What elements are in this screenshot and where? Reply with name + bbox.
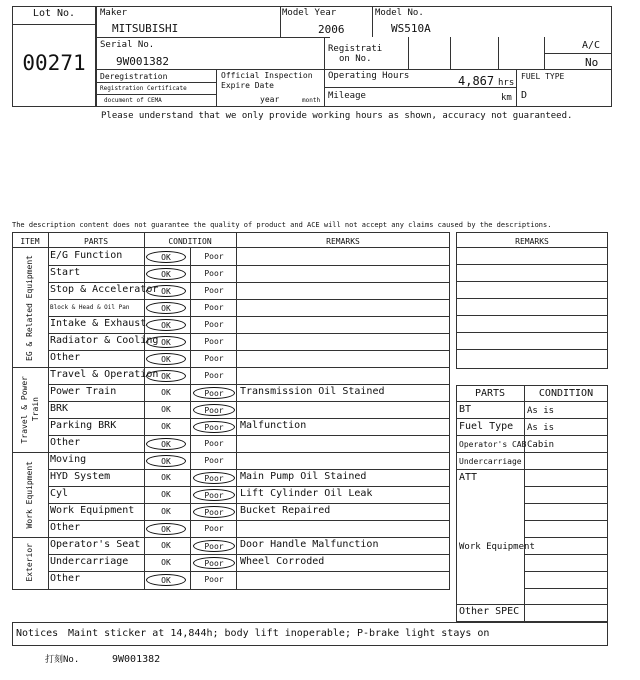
row-line <box>48 554 450 555</box>
ok-option[interactable]: OK <box>146 319 186 331</box>
col-header-condition: CONDITION <box>168 237 212 246</box>
grid-line <box>408 37 409 69</box>
poor-option[interactable]: Poor <box>193 489 235 501</box>
poor-option[interactable]: Poor <box>193 404 235 416</box>
ok-option[interactable]: OK <box>161 473 171 482</box>
stamp-label: 打刻No. <box>45 655 80 665</box>
reg-cert-label: Registration Certificate <box>100 85 187 92</box>
blank-row-line <box>456 315 608 316</box>
right-remarks-header: REMARKS <box>515 237 549 246</box>
group-label-line-2: Train <box>30 397 40 422</box>
operating-hours-value: 4,867 <box>458 74 495 88</box>
ok-option[interactable]: OK <box>161 422 171 431</box>
right-row-line <box>456 604 524 605</box>
right-part-label: Operator's CAB <box>459 440 527 449</box>
grid-line <box>96 82 216 83</box>
poor-option[interactable]: Poor <box>204 286 224 295</box>
expire-date-label: Expire Date <box>221 81 274 90</box>
grid-line <box>216 69 217 107</box>
part-label: E/G Function <box>50 250 123 261</box>
right-row-line <box>524 537 608 538</box>
grid-line <box>96 94 216 95</box>
grid-line <box>372 6 373 37</box>
row-line <box>48 333 450 334</box>
ok-option[interactable]: OK <box>146 353 186 365</box>
part-label: Work Equipment <box>50 505 135 516</box>
col-header-item: ITEM <box>20 237 40 246</box>
group-label-line-1: Travel & Power <box>19 375 29 444</box>
grid-line <box>450 37 451 69</box>
poor-option[interactable]: Poor <box>193 472 235 484</box>
row-line <box>48 384 450 385</box>
right-part-label: BT <box>459 404 472 415</box>
registration-no-label-2: on No. <box>339 54 372 64</box>
remark-text: Bucket Repaired <box>240 505 331 516</box>
notices-text: Maint sticker at 14,844h; body lift inoperable; P-brake light stays on <box>68 628 490 639</box>
row-line <box>48 265 450 266</box>
hrs-unit: hrs <box>498 78 515 88</box>
right-work-equipment-label: Work Equipment <box>459 542 535 552</box>
poor-option[interactable]: Poor <box>204 303 224 312</box>
part-label: Start <box>50 267 81 278</box>
month-label: month <box>302 97 321 104</box>
part-label: Other <box>50 573 81 584</box>
right-row-line <box>456 401 608 402</box>
right-row-line <box>456 435 608 436</box>
part-label: Intake & Exhaust <box>50 318 147 329</box>
poor-option[interactable]: Poor <box>193 540 235 552</box>
poor-option[interactable]: Poor <box>193 421 235 433</box>
fuel-type-value: D <box>521 90 528 101</box>
right-condition-header: CONDITION <box>538 388 594 399</box>
row-line <box>48 418 450 419</box>
ok-option[interactable]: OK <box>146 574 186 586</box>
row-line <box>48 401 450 402</box>
poor-option[interactable]: Poor <box>204 371 224 380</box>
part-label: Operator's Seat <box>50 539 141 550</box>
ok-option[interactable]: OK <box>146 251 186 263</box>
row-line <box>48 350 450 351</box>
ok-option[interactable]: OK <box>161 388 171 397</box>
part-label: Block & Head & Oil Pan <box>50 304 130 311</box>
group-label: Work Equipment <box>25 460 34 529</box>
right-row-line <box>524 486 608 487</box>
right-row-line <box>456 452 608 453</box>
poor-option[interactable]: Poor <box>204 439 224 448</box>
ok-option[interactable]: OK <box>146 523 186 535</box>
group-line <box>12 537 450 538</box>
remark-text: Transmission Oil Stained <box>240 386 385 397</box>
ok-option[interactable]: OK <box>146 438 186 450</box>
row-line <box>48 435 450 436</box>
col-header-remarks: REMARKS <box>326 237 360 246</box>
poor-option[interactable]: Poor <box>204 456 224 465</box>
right-condition-value: As is <box>527 423 555 433</box>
operating-hours-label: Operating Hours <box>328 71 410 81</box>
grid-line <box>96 69 612 70</box>
remark-text: Main Pump Oil Stained <box>240 471 367 482</box>
right-other-spec-label: Other SPEC <box>459 606 520 617</box>
poor-option[interactable]: Poor <box>193 387 235 399</box>
part-label: Travel & Operation <box>50 369 159 380</box>
row-line <box>48 282 450 283</box>
right-parts-header: PARTS <box>474 388 506 399</box>
poor-option[interactable]: Poor <box>193 506 235 518</box>
row-line <box>48 571 450 572</box>
lot-no-label: Lot No. <box>32 8 76 19</box>
dereg-label: Deregistration <box>100 72 168 81</box>
ok-option[interactable]: OK <box>161 490 171 499</box>
part-label: Moving <box>50 454 87 465</box>
ok-option[interactable]: OK <box>146 302 186 314</box>
cema-label: document of CEMA <box>104 97 162 104</box>
model-no-value: WS510A <box>391 22 431 35</box>
part-label: Radiator & Cooling <box>50 335 159 346</box>
row-line <box>48 469 450 470</box>
poor-option[interactable]: Poor <box>204 337 224 346</box>
poor-option[interactable]: Poor <box>204 269 224 278</box>
remark-text: Malfunction <box>240 420 307 431</box>
maker-label: Maker <box>100 8 128 18</box>
model-year-value: 2006 <box>318 23 345 36</box>
poor-option[interactable]: Poor <box>193 557 235 569</box>
ok-option[interactable]: OK <box>161 507 171 516</box>
part-label: Cyl <box>50 488 69 499</box>
grid-line <box>516 69 517 107</box>
group-label: Exterior <box>25 543 34 582</box>
blank-row-line <box>456 298 608 299</box>
ok-option[interactable]: OK <box>146 268 186 280</box>
ac-label: A/C <box>582 40 601 51</box>
remark-text: Wheel Corroded <box>240 556 325 567</box>
remark-text: Lift Cylinder Oil Leak <box>240 488 373 499</box>
row-line <box>48 503 450 504</box>
part-label: Other <box>50 437 81 448</box>
right-row-line <box>524 588 608 589</box>
right-row-line <box>524 520 608 521</box>
ok-option[interactable]: OK <box>161 541 171 550</box>
header-line <box>456 247 608 248</box>
maker-value: MITSUBISHI <box>112 22 179 35</box>
right-row-line <box>524 503 608 504</box>
km-unit: km <box>501 93 512 103</box>
blank-row-line <box>456 264 608 265</box>
grid-line <box>498 37 499 69</box>
poor-option[interactable]: Poor <box>204 524 224 533</box>
ok-option[interactable]: OK <box>146 370 186 382</box>
poor-option[interactable]: Poor <box>204 354 224 363</box>
part-label: Undercarriage <box>50 556 129 567</box>
row-line <box>48 316 450 317</box>
ok-option[interactable]: OK <box>161 405 171 414</box>
col-header-parts: PARTS <box>83 237 109 246</box>
blank-row-line <box>456 349 608 350</box>
model-no-label: Model No. <box>375 8 424 18</box>
remark-text: Door Handle Malfunction <box>240 539 379 550</box>
part-label: BRK <box>50 403 69 414</box>
ok-option[interactable]: OK <box>161 558 171 567</box>
ac-value: No <box>585 56 599 69</box>
row-line <box>48 486 450 487</box>
serial-no-value: 9W001382 <box>116 55 169 68</box>
part-label: Other <box>50 352 81 363</box>
right-row-line <box>524 571 608 572</box>
right-row-line <box>456 469 608 470</box>
ok-option[interactable]: OK <box>146 455 186 467</box>
grid-line <box>96 37 330 38</box>
fuel-type-label: FUEL TYPE <box>521 72 565 81</box>
grid-line <box>544 37 545 69</box>
blank-row-line <box>456 281 608 282</box>
stamp-value: 9W001382 <box>112 654 161 665</box>
part-label: Parking BRK <box>50 420 117 431</box>
group-label: EG & Related Equipment <box>25 254 34 361</box>
grid-line <box>280 6 281 37</box>
right-condition-value: As is <box>527 406 555 416</box>
row-line <box>48 299 450 300</box>
right-part-label: ATT <box>459 472 478 483</box>
blank-row-line <box>456 332 608 333</box>
official-inspection-label: Official Inspection <box>221 71 313 80</box>
part-label: Stop & Accelerator <box>50 284 159 295</box>
mileage-label: Mileage <box>328 91 366 101</box>
notices-label: Notices <box>16 628 59 639</box>
poor-option[interactable]: Poor <box>204 575 224 584</box>
year-label: year <box>260 95 280 104</box>
right-row-line <box>524 554 608 555</box>
right-part-label: Undercarriage <box>459 457 522 466</box>
hours-disclaimer: Please understand that we only provide working hours as shown, accuracy not guaranteed. <box>101 111 573 121</box>
group-line <box>12 452 450 453</box>
ok-option[interactable]: OK <box>146 336 186 348</box>
group-line <box>12 367 450 368</box>
registration-no-label-1: Registrati <box>328 44 383 54</box>
description-disclaimer: The description content does not guarantee the quality of product and ACE will not accept any claims caused by the descriptions. <box>12 221 552 229</box>
row-line <box>48 520 450 521</box>
poor-option[interactable]: Poor <box>204 252 224 261</box>
grid-line <box>324 37 325 107</box>
part-label: Power Train <box>50 386 117 397</box>
part-label: HYD System <box>50 471 111 482</box>
ok-option[interactable]: OK <box>146 285 186 297</box>
right-condition-value: Cabin <box>527 440 555 450</box>
model-year-label: Model Year <box>282 8 337 18</box>
grid-line <box>544 53 612 54</box>
right-row-line <box>456 418 608 419</box>
header-line <box>12 247 450 248</box>
lot-no-value: 00271 <box>22 51 86 75</box>
part-label: Other <box>50 522 81 533</box>
serial-no-label: Serial No. <box>100 40 155 50</box>
poor-option[interactable]: Poor <box>204 320 224 329</box>
group-label <box>12 367 48 452</box>
right-row-line <box>524 604 608 605</box>
right-part-label: Fuel Type <box>459 421 514 432</box>
